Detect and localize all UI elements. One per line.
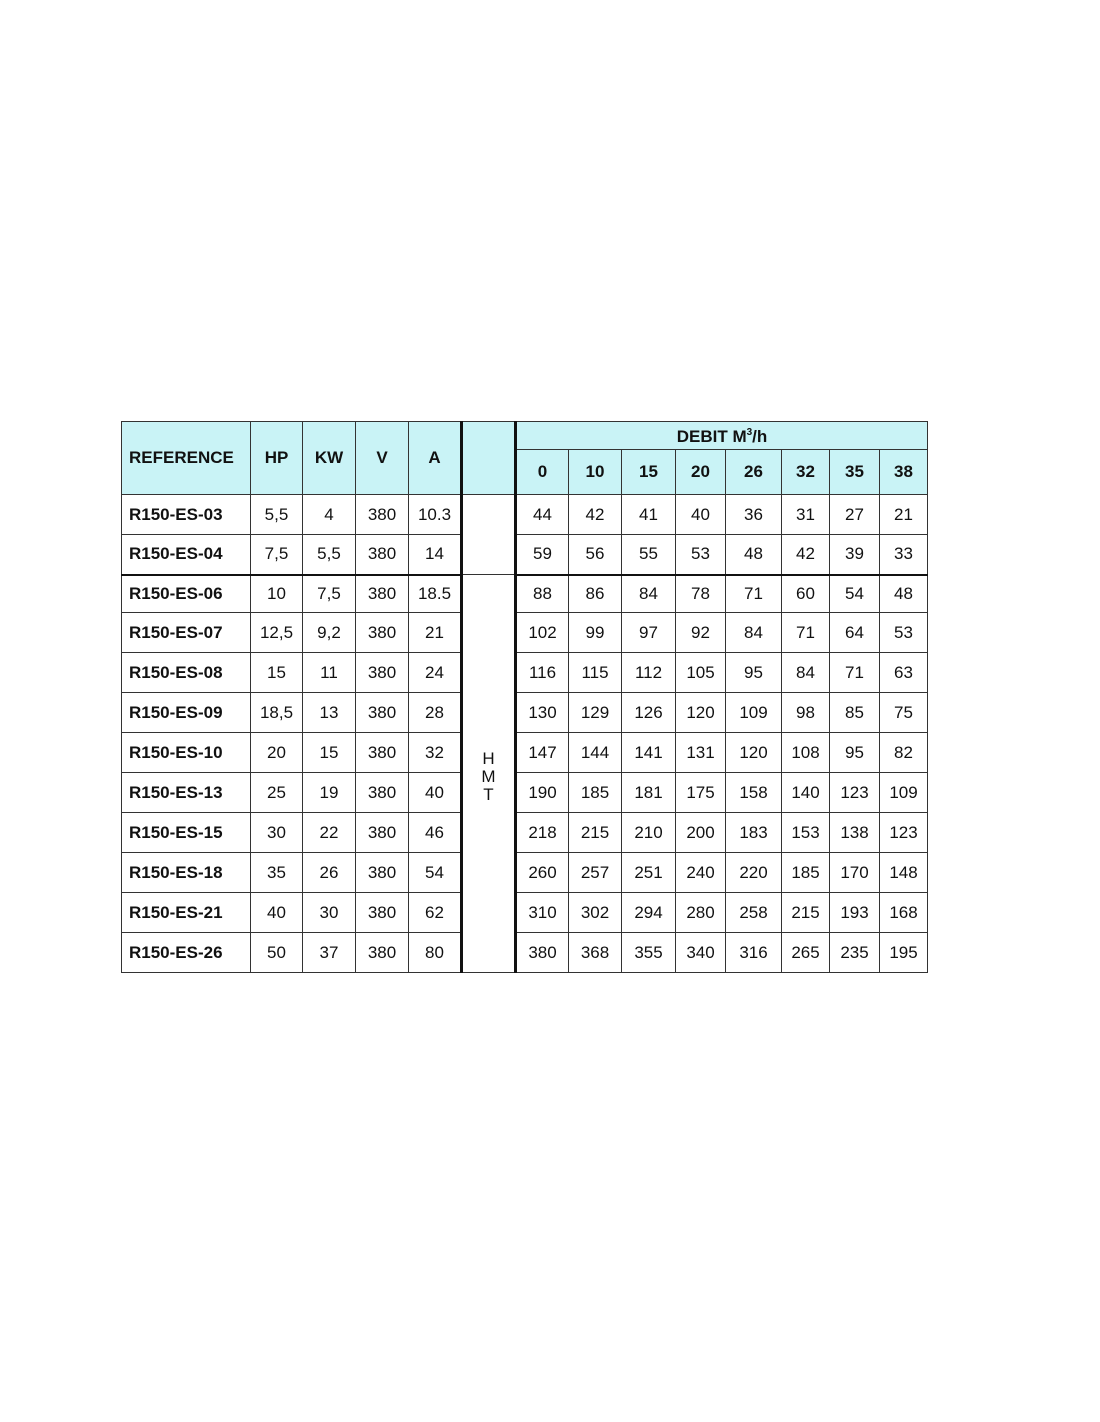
head-value-cell: 368 (569, 933, 622, 973)
kw-cell: 13 (303, 693, 356, 733)
header-flow: 15 (622, 450, 676, 495)
head-value-cell: 116 (516, 653, 569, 693)
hmt-column-cell (462, 575, 516, 973)
kw-cell: 7,5 (303, 575, 356, 613)
table-row (122, 933, 928, 973)
head-value-cell: 21 (880, 495, 928, 535)
reference-cell: R150-ES-06 (122, 575, 251, 613)
debit-title-suffix: /h (752, 426, 768, 446)
voltage-cell: 380 (356, 495, 409, 535)
head-value-cell: 71 (830, 653, 880, 693)
header-v: V (356, 422, 409, 495)
head-value-cell: 258 (726, 893, 782, 933)
head-value-cell: 355 (622, 933, 676, 973)
head-value-cell: 126 (622, 693, 676, 733)
head-value-cell: 31 (782, 495, 830, 535)
header-flow: 35 (830, 450, 880, 495)
head-value-cell: 148 (880, 853, 928, 893)
amperage-cell: 80 (409, 933, 462, 973)
kw-cell: 4 (303, 495, 356, 535)
voltage-cell: 380 (356, 653, 409, 693)
head-value-cell: 175 (676, 773, 726, 813)
hp-cell: 40 (251, 893, 303, 933)
head-value-cell: 294 (622, 893, 676, 933)
hp-cell: 15 (251, 653, 303, 693)
header-a: A (409, 422, 462, 495)
head-value-cell: 190 (516, 773, 569, 813)
head-value-cell: 105 (676, 653, 726, 693)
head-value-cell: 147 (516, 733, 569, 773)
pump-spec-table (121, 421, 928, 973)
header-flow: 32 (782, 450, 830, 495)
amperage-cell: 28 (409, 693, 462, 733)
kw-cell: 9,2 (303, 613, 356, 653)
hp-cell: 25 (251, 773, 303, 813)
head-value-cell: 380 (516, 933, 569, 973)
table-body (122, 495, 928, 973)
head-value-cell: 302 (569, 893, 622, 933)
table-row (122, 613, 928, 653)
head-value-cell: 215 (569, 813, 622, 853)
debit-title-superscript: 3 (746, 426, 753, 438)
voltage-cell: 380 (356, 853, 409, 893)
table-row (122, 535, 928, 575)
hmt-column-cell (462, 495, 516, 575)
hmt-label-letter: M (481, 766, 496, 786)
head-value-cell: 210 (622, 813, 676, 853)
head-value-cell: 95 (830, 733, 880, 773)
table-row (122, 733, 928, 773)
head-value-cell: 260 (516, 853, 569, 893)
head-value-cell: 280 (676, 893, 726, 933)
amperage-cell: 54 (409, 853, 462, 893)
head-value-cell: 200 (676, 813, 726, 853)
kw-cell: 11 (303, 653, 356, 693)
head-value-cell: 42 (782, 535, 830, 575)
head-value-cell: 129 (569, 693, 622, 733)
head-value-cell: 27 (830, 495, 880, 535)
head-value-cell: 54 (830, 575, 880, 613)
voltage-cell: 380 (356, 893, 409, 933)
head-value-cell: 115 (569, 653, 622, 693)
head-value-cell: 215 (782, 893, 830, 933)
amperage-cell: 24 (409, 653, 462, 693)
head-value-cell: 39 (830, 535, 880, 575)
head-value-cell: 131 (676, 733, 726, 773)
head-value-cell: 130 (516, 693, 569, 733)
head-value-cell: 153 (782, 813, 830, 853)
header-flow: 20 (676, 450, 726, 495)
hp-cell: 18,5 (251, 693, 303, 733)
reference-cell: R150-ES-10 (122, 733, 251, 773)
head-value-cell: 195 (880, 933, 928, 973)
table-row (122, 575, 928, 613)
header-debit (516, 422, 928, 450)
head-value-cell: 257 (569, 853, 622, 893)
head-value-cell: 59 (516, 535, 569, 575)
head-value-cell: 82 (880, 733, 928, 773)
head-value-cell: 60 (782, 575, 830, 613)
hp-cell: 5,5 (251, 495, 303, 535)
voltage-cell: 380 (356, 813, 409, 853)
head-value-cell: 48 (880, 575, 928, 613)
voltage-cell: 380 (356, 613, 409, 653)
hp-cell: 12,5 (251, 613, 303, 653)
head-value-cell: 181 (622, 773, 676, 813)
head-value-cell: 158 (726, 773, 782, 813)
header-flow: 38 (880, 450, 928, 495)
kw-cell: 26 (303, 853, 356, 893)
head-value-cell: 183 (726, 813, 782, 853)
debit-title-text: DEBIT M (676, 426, 747, 446)
head-value-cell: 123 (880, 813, 928, 853)
head-value-cell: 99 (569, 613, 622, 653)
amperage-cell: 21 (409, 613, 462, 653)
hp-cell: 50 (251, 933, 303, 973)
head-value-cell: 170 (830, 853, 880, 893)
head-value-cell: 123 (830, 773, 880, 813)
head-value-cell: 138 (830, 813, 880, 853)
head-value-cell: 185 (569, 773, 622, 813)
kw-cell: 30 (303, 893, 356, 933)
amperage-cell: 62 (409, 893, 462, 933)
head-value-cell: 251 (622, 853, 676, 893)
head-value-cell: 310 (516, 893, 569, 933)
head-value-cell: 97 (622, 613, 676, 653)
table-row (122, 893, 928, 933)
hp-cell: 7,5 (251, 535, 303, 575)
reference-cell: R150-ES-07 (122, 613, 251, 653)
kw-cell: 5,5 (303, 535, 356, 575)
hmt-label-letter: H (482, 748, 495, 768)
reference-cell: R150-ES-18 (122, 853, 251, 893)
head-value-cell: 168 (880, 893, 928, 933)
head-value-cell: 316 (726, 933, 782, 973)
amperage-cell: 18.5 (409, 575, 462, 613)
amperage-cell: 14 (409, 535, 462, 575)
kw-cell: 19 (303, 773, 356, 813)
head-value-cell: 340 (676, 933, 726, 973)
head-value-cell: 218 (516, 813, 569, 853)
head-value-cell: 86 (569, 575, 622, 613)
head-value-cell: 36 (726, 495, 782, 535)
head-value-cell: 240 (676, 853, 726, 893)
head-value-cell: 41 (622, 495, 676, 535)
head-value-cell: 102 (516, 613, 569, 653)
head-value-cell: 120 (676, 693, 726, 733)
amperage-cell: 32 (409, 733, 462, 773)
header-flow: 10 (569, 450, 622, 495)
head-value-cell: 193 (830, 893, 880, 933)
amperage-cell: 46 (409, 813, 462, 853)
hp-cell: 35 (251, 853, 303, 893)
head-value-cell: 109 (880, 773, 928, 813)
hp-cell: 20 (251, 733, 303, 773)
head-value-cell: 33 (880, 535, 928, 575)
head-value-cell: 108 (782, 733, 830, 773)
head-value-cell: 75 (880, 693, 928, 733)
table-row (122, 495, 928, 535)
table-header (122, 422, 928, 495)
hp-cell: 30 (251, 813, 303, 853)
table-row (122, 853, 928, 893)
head-value-cell: 56 (569, 535, 622, 575)
head-value-cell: 88 (516, 575, 569, 613)
head-value-cell: 141 (622, 733, 676, 773)
amperage-cell: 10.3 (409, 495, 462, 535)
head-value-cell: 63 (880, 653, 928, 693)
hp-cell: 10 (251, 575, 303, 613)
header-flow: 0 (516, 450, 569, 495)
head-value-cell: 92 (676, 613, 726, 653)
head-value-cell: 40 (676, 495, 726, 535)
head-value-cell: 185 (782, 853, 830, 893)
reference-cell: R150-ES-13 (122, 773, 251, 813)
head-value-cell: 85 (830, 693, 880, 733)
head-value-cell: 44 (516, 495, 569, 535)
head-value-cell: 53 (880, 613, 928, 653)
voltage-cell: 380 (356, 733, 409, 773)
head-value-cell: 42 (569, 495, 622, 535)
head-value-cell: 84 (726, 613, 782, 653)
head-value-cell: 95 (726, 653, 782, 693)
reference-cell: R150-ES-15 (122, 813, 251, 853)
voltage-cell: 380 (356, 933, 409, 973)
header-hmt-blank (462, 422, 516, 495)
head-value-cell: 140 (782, 773, 830, 813)
head-value-cell: 71 (782, 613, 830, 653)
head-value-cell: 55 (622, 535, 676, 575)
table-row (122, 773, 928, 813)
head-value-cell: 71 (726, 575, 782, 613)
header-kw: KW (303, 422, 356, 495)
header-hp: HP (251, 422, 303, 495)
table-row (122, 693, 928, 733)
voltage-cell: 380 (356, 535, 409, 575)
voltage-cell: 380 (356, 575, 409, 613)
head-value-cell: 84 (622, 575, 676, 613)
head-value-cell: 48 (726, 535, 782, 575)
reference-cell: R150-ES-03 (122, 495, 251, 535)
head-value-cell: 120 (726, 733, 782, 773)
table-row (122, 813, 928, 853)
head-value-cell: 98 (782, 693, 830, 733)
kw-cell: 37 (303, 933, 356, 973)
reference-cell: R150-ES-04 (122, 535, 251, 575)
reference-cell: R150-ES-08 (122, 653, 251, 693)
header-reference: REFERENCE (122, 422, 251, 495)
header-flow: 26 (726, 450, 782, 495)
head-value-cell: 265 (782, 933, 830, 973)
table-row (122, 653, 928, 693)
head-value-cell: 64 (830, 613, 880, 653)
voltage-cell: 380 (356, 773, 409, 813)
reference-cell: R150-ES-21 (122, 893, 251, 933)
kw-cell: 15 (303, 733, 356, 773)
reference-cell: R150-ES-26 (122, 933, 251, 973)
kw-cell: 22 (303, 813, 356, 853)
head-value-cell: 109 (726, 693, 782, 733)
head-value-cell: 84 (782, 653, 830, 693)
hmt-label-letter: T (483, 784, 494, 804)
head-value-cell: 53 (676, 535, 726, 575)
head-value-cell: 144 (569, 733, 622, 773)
reference-cell: R150-ES-09 (122, 693, 251, 733)
head-value-cell: 78 (676, 575, 726, 613)
voltage-cell: 380 (356, 693, 409, 733)
head-value-cell: 112 (622, 653, 676, 693)
head-value-cell: 220 (726, 853, 782, 893)
amperage-cell: 40 (409, 773, 462, 813)
head-value-cell: 235 (830, 933, 880, 973)
